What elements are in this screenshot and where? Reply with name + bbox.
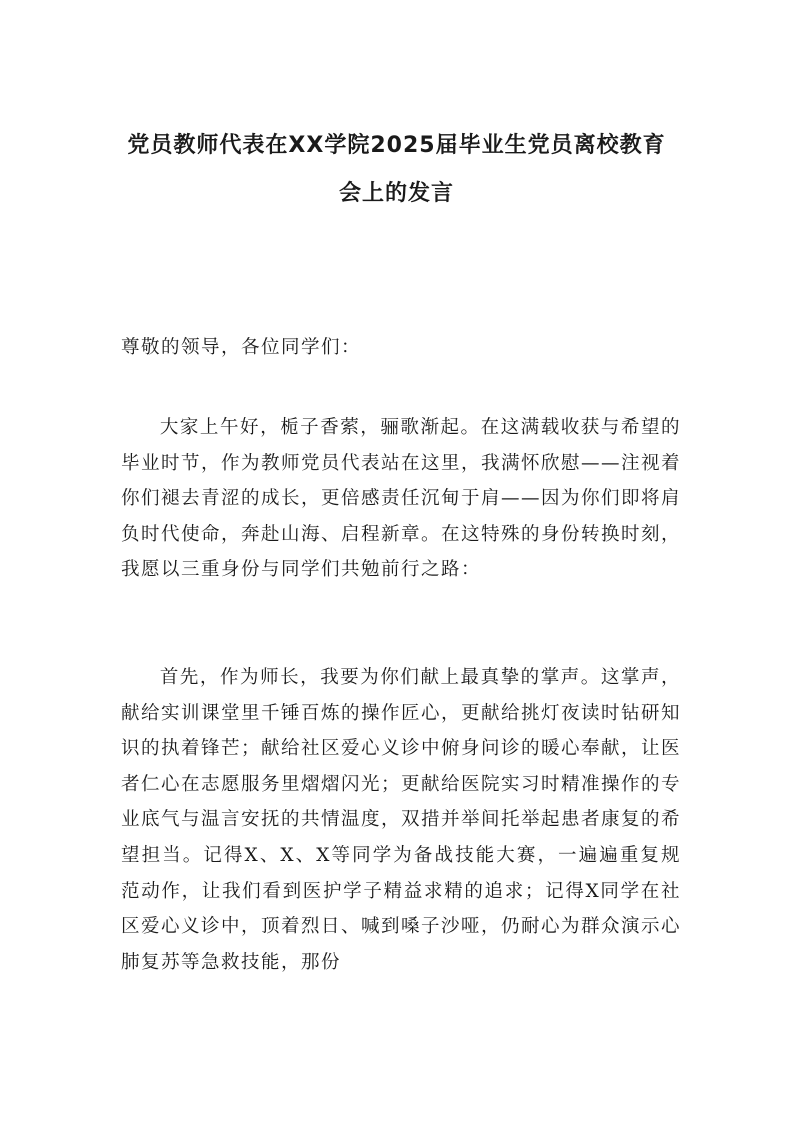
document-title-line-2: 会上的发言 xyxy=(338,181,454,206)
paragraph-1: 大家上午好，栀子香萦，骊歌渐起。在这满载收获与希望的毕业时节，作为教师党员代表站在这里，我满怀欣慰——注视着你们褪去青涩的成长，更倍感责任沉甸于肩——因为你们即将肩负时代使命，奔赴山海、启程新章。在这特殊的身份转换时刻，我愿以三重身份与同学们共勉前行之路： xyxy=(121,417,682,581)
paragraph-2: 首先，作为师长，我要为你们献上最真挚的掌声。这掌声，献给实训课堂里千锤百炼的操作匠心，更献给挑灯夜读时钻研知识的执着锋芒；献给社区爱心义诊中俯身问诊的暖心奉献，让医者仁心在志愿服务里熠熠闪光；更献给医院实习时精准操作的专业底气与温言安抚的共情温度，双措并举间托举起患者康复的希望担当。记得X、X、X等同学为备战技能大赛，一遍遍重复规范动作，让我们看到医护学子精益求精的追求；记得X同学在社区爱心义诊中，顶着烈日、喊到嗓子沙哑，仍耐心为群众演示心肺复苏等急救技能，那份 xyxy=(121,667,682,973)
document-title-line-1: 党员教师代表在XX学院2025届毕业生党员离校教育 xyxy=(127,133,666,158)
salutation: 尊敬的领导，各位同学们： xyxy=(121,337,362,358)
